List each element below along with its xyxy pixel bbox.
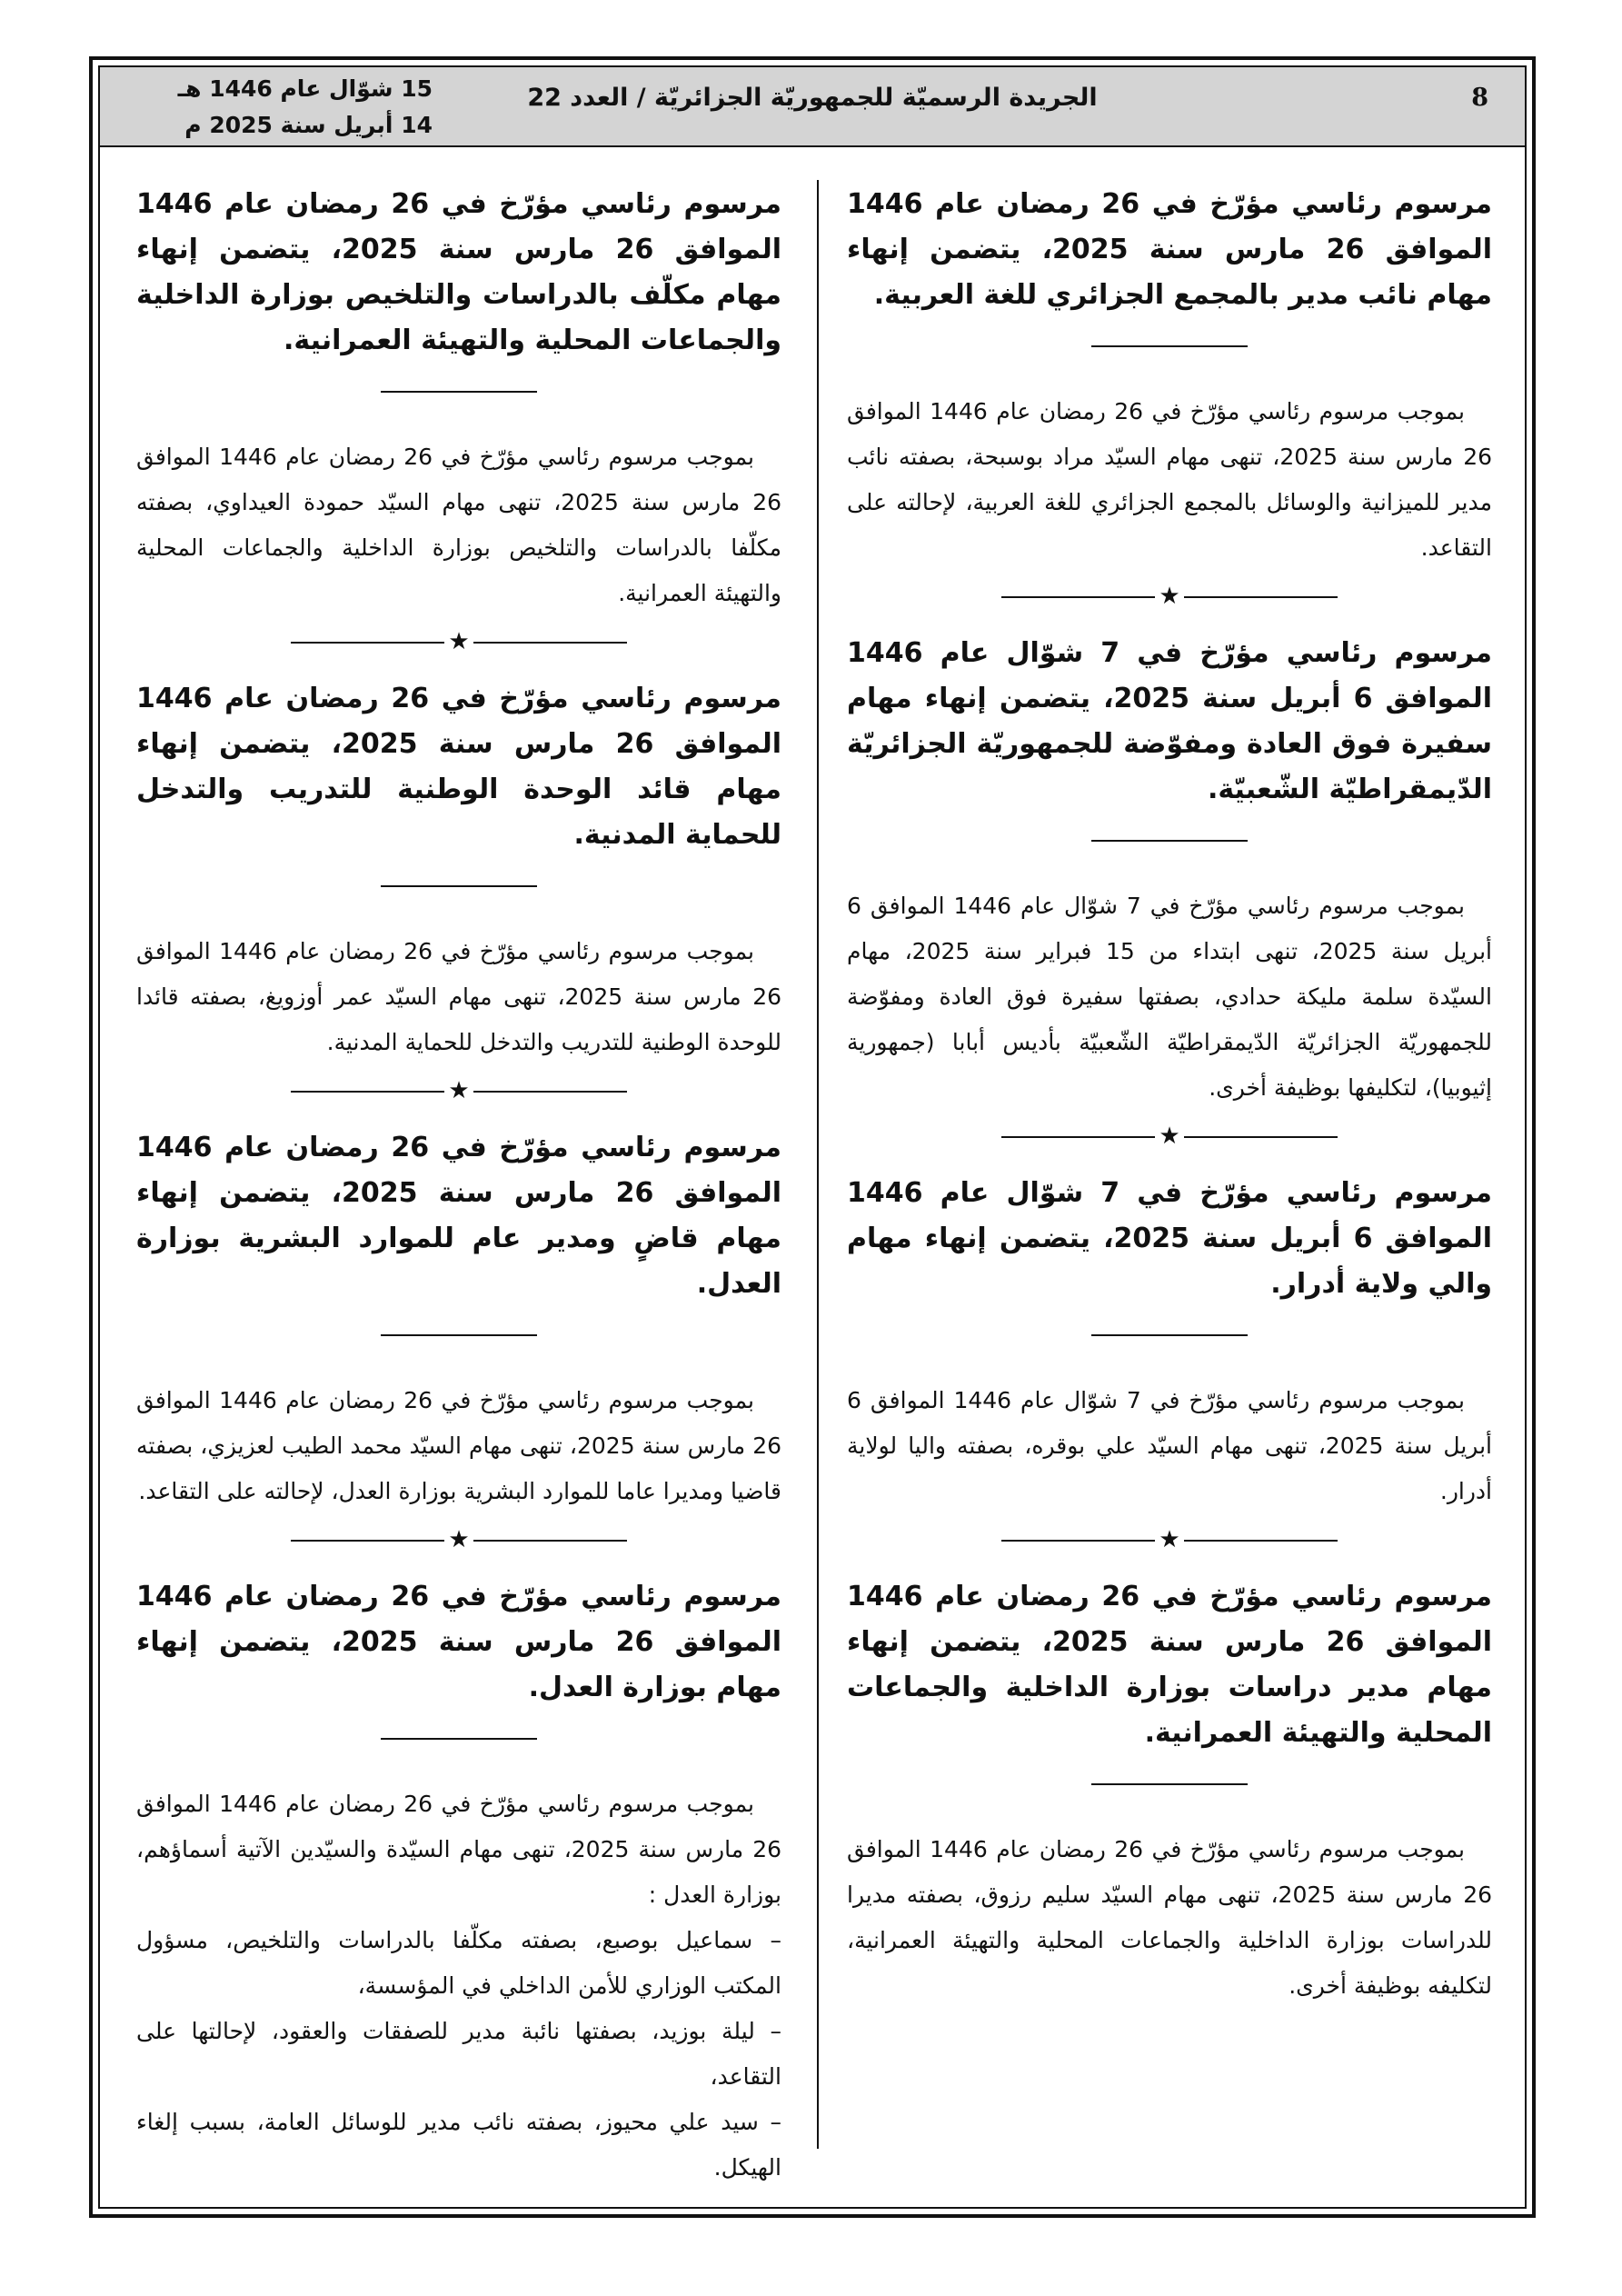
decree-body: بموجب مرسوم رئاسي مؤرّخ في 26 رمضان عام 1446 الموافق 26 مارس سنة 2025، تنهى مهام السيّد محمد الطيب لعزيزي، بصفته قاضيا ومديرا عاما للموارد البشرية بوزارة العدل، لإحالته على التقاعد. [136, 1387, 781, 1504]
title-rule [1091, 1783, 1248, 1785]
list-item: – سماعيل بوصبع، بصفته مكلّفا بالدراسات والتلخيص، مسؤول المكتب الوزاري للأمن الداخلي في المؤسسة، [136, 1927, 781, 1999]
decree-title: مرسوم رئاسي مؤرّخ في 7 شوّال عام 1446 الموافق 6 أبريل سنة 2025، يتضمن إنهاء مهام سفيرة فوق العادة ومفوّضة للجمهوريّة الجزائريّة الدّيمقراطيّة الشّعبيّة. [847, 637, 1493, 805]
star-separator [136, 1078, 781, 1105]
decree-block [136, 1574, 781, 2191]
page-number: 8 [1471, 84, 1488, 112]
decree-block [136, 676, 781, 1065]
star-separator [847, 1527, 1492, 1554]
star-separator [847, 584, 1492, 611]
decree-block [847, 1574, 1492, 2009]
star-icon: ★ [1155, 1523, 1184, 1556]
star-icon: ★ [444, 1523, 473, 1556]
star-separator [847, 1123, 1492, 1151]
left-column [136, 182, 781, 2191]
decree-body: بموجب مرسوم رئاسي مؤرّخ في 7 شوّال عام 1446 الموافق 6 أبريل سنة 2025، تنهى مهام السيّد علي بوقره، بصفته واليا لولاية أدرار. [847, 1387, 1492, 1504]
decree-block [847, 182, 1492, 571]
decree-body: بموجب مرسوم رئاسي مؤرّخ في 26 رمضان عام 1446 الموافق 26 مارس سنة 2025، تنهى مهام السيّد حمودة العيداوي، بصفته مكلّفا بالدراسات والتلخيص بوزارة الداخلية والجماعات المحلية والتهيئة العمرانية. [136, 444, 781, 606]
star-icon: ★ [444, 1074, 473, 1107]
date-hijri: 15 شوّال عام 1446 هـ [177, 75, 433, 102]
gazette-title: الجريدة الرسميّة للجمهوريّة الجزائريّة / العدد 22 [527, 84, 1098, 112]
title-rule [381, 1334, 537, 1336]
decree-body: بموجب مرسوم رئاسي مؤرّخ في 26 رمضان عام 1446 الموافق 26 مارس سنة 2025، تنهى مهام السيّد عمر أوزويغ، بصفته قائدا للوحدة الوطنية للتدريب والتدخل للحماية المدنية. [136, 938, 781, 1055]
decree-body: بموجب مرسوم رئاسي مؤرّخ في 26 رمضان عام 1446 الموافق 26 مارس سنة 2025، تنهى مهام السيّد مراد بوسبحة، بصفته نائب مدير للميزانية والوسائل بالمجمع الجزائري للغة العربية، لإحالته على التقاعد. [847, 398, 1492, 561]
title-rule [1091, 1334, 1248, 1336]
decree-title: مرسوم رئاسي مؤرّخ في 26 رمضان عام 1446 الموافق 26 مارس سنة 2025، يتضمن إنهاء مهام قاضٍ ومدير عام للموارد البشرية بوزارة العدل. [136, 1132, 782, 1300]
title-rule [1091, 345, 1248, 347]
decree-title: مرسوم رئاسي مؤرّخ في 7 شوّال عام 1446 الموافق 6 أبريل سنة 2025، يتضمن إنهاء مهام والي ولاية أدرار. [847, 1177, 1493, 1300]
decree-title: مرسوم رئاسي مؤرّخ في 26 رمضان عام 1446 الموافق 26 مارس سنة 2025، يتضمن إنهاء مهام مكلّف بالدراسات والتلخيص بوزارة الداخلية والجماعات المحلية والتهيئة العمرانية. [136, 188, 782, 356]
title-rule [381, 1738, 537, 1740]
decree-title: مرسوم رئاسي مؤرّخ في 26 رمضان عام 1446 الموافق 26 مارس سنة 2025، يتضمن إنهاء مهام قائد الوحدة الوطنية للتدريب والتدخل للحماية المدنية. [136, 683, 782, 851]
decree-block [136, 182, 781, 616]
decree-block [136, 1125, 781, 1514]
title-rule [381, 885, 537, 887]
star-icon: ★ [1155, 1120, 1184, 1153]
page-header [100, 67, 1525, 147]
decree-body: بموجب مرسوم رئاسي مؤرّخ في 26 رمضان عام 1446 الموافق 26 مارس سنة 2025، تنهى مهام السيّد سليم رزوق، بصفته مديرا للدراسات بوزارة الداخلية والجماعات المحلية والتهيئة العمرانية، لتكليفه بوظيفة أخرى. [847, 1836, 1492, 1999]
column-divider [817, 180, 819, 2149]
star-icon: ★ [1155, 580, 1184, 613]
decree-body: بموجب مرسوم رئاسي مؤرّخ في 7 شوّال عام 1446 الموافق 6 أبريل سنة 2025، تنهى ابتداء من 15 فبراير سنة 2025، مهام السيّدة سلمة مليكة حدادي، بصفتها سفيرة فوق العادة ومفوّضة للجمهوريّة الجزائريّة الدّيمقراطيّة الشّعبيّة بأديس أبابا (جمهورية إثيوبيا)، لتكليفها بوظيفة أخرى. [847, 893, 1492, 1101]
decree-title: مرسوم رئاسي مؤرّخ في 26 رمضان عام 1446 الموافق 26 مارس سنة 2025، يتضمن إنهاء مهام مدير دراسات بوزارة الداخلية والجماعات المحلية والتهيئة العمرانية. [847, 1581, 1493, 1749]
right-column [847, 182, 1492, 2009]
date-gregorian: 14 أبريل سنة 2025 م [184, 112, 433, 138]
title-rule [381, 391, 537, 393]
star-separator [136, 1527, 781, 1554]
issue-date [133, 71, 433, 144]
decree-block [847, 1171, 1492, 1514]
decree-block [847, 631, 1492, 1111]
star-separator [136, 629, 781, 656]
star-icon: ★ [444, 625, 473, 658]
decree-body: بموجب مرسوم رئاسي مؤرّخ في 26 رمضان عام 1446 الموافق 26 مارس سنة 2025، تنهى مهام السيّدة والسيّدين الآتية أسماؤهم، بوزارة العدل : [136, 1791, 781, 1908]
decree-title: مرسوم رئاسي مؤرّخ في 26 رمضان عام 1446 الموافق 26 مارس سنة 2025، يتضمن إنهاء مهام بوزارة العدل. [136, 1581, 782, 1703]
decree-title: مرسوم رئاسي مؤرّخ في 26 رمضان عام 1446 الموافق 26 مارس سنة 2025، يتضمن إنهاء مهام نائب مدير بالمجمع الجزائري للغة العربية. [847, 188, 1493, 311]
list-item: – سيد علي محيوز، بصفته نائب مدير للوسائل العامة، بسبب إلغاء الهيكل. [136, 2109, 781, 2181]
title-rule [1091, 840, 1248, 842]
list-item: – ليلة بوزيد، بصفتها نائبة مدير للصفقات والعقود، لإحالتها على التقاعد، [136, 2018, 781, 2090]
